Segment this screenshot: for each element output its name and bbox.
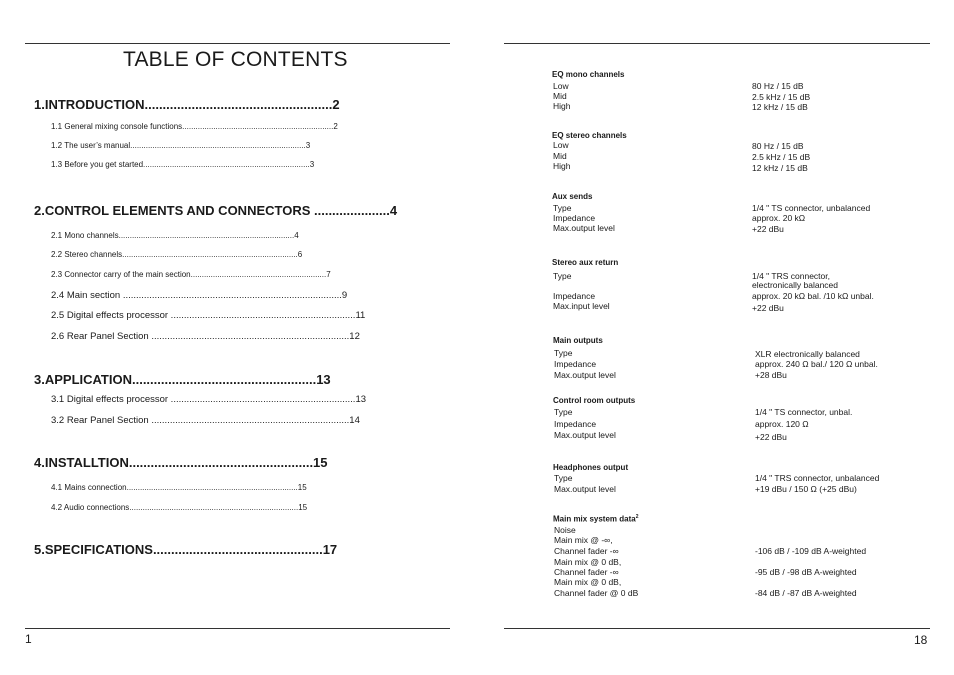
spec-heading-stereo-aux-return: Stereo aux return (552, 258, 619, 267)
left-bottom-rule (25, 628, 450, 629)
spec-label: Max.output level (554, 370, 616, 380)
spec-label: Mid (553, 151, 567, 161)
left-page-number: 1 (25, 632, 32, 646)
toc-item-2-3[interactable]: 2.3 Connector carry of the main section.............................................................7 (51, 270, 331, 279)
spec-heading-control-room-outputs: Control room outputs (553, 396, 636, 405)
toc-item-4-2[interactable]: 4.2 Audio connections............................................................................15 (51, 503, 308, 512)
spec-label: High (553, 101, 571, 111)
spec-value: 12 kHz / 15 dB (752, 102, 808, 112)
spec-heading-main-mix-system-data (553, 514, 638, 524)
spec-value: 2.5 kHz / 15 dB (752, 92, 811, 102)
spec-value: +28 dBu (755, 370, 787, 380)
spec-value: 1/4 " TS connector, unbal. (755, 407, 853, 417)
spec-label: Impedance (553, 291, 596, 301)
spec-label: Max.output level (553, 223, 615, 233)
spec-label: Main mix @ 0 dB, (554, 557, 622, 567)
toc-section-specifications[interactable]: 5.SPECIFICATIONS...............................................17 (34, 542, 338, 557)
spec-value: 80 Hz / 15 dB (752, 141, 804, 151)
spec-label: Impedance (554, 419, 597, 429)
spec-label: Impedance (554, 359, 597, 369)
spec-label: Max.input level (553, 301, 610, 311)
spec-value: 1/4 " TRS connector, unbalanced (755, 473, 880, 483)
spec-label: Channel fader -∞ (554, 546, 619, 556)
page-title: TABLE OF CONTENTS (123, 48, 348, 71)
spec-label: Max.output level (554, 484, 616, 494)
spec-value: 1/4 " TS connector, unbalanced (752, 203, 871, 213)
spec-value: -95 dB / -98 dB A-weighted (755, 567, 857, 577)
spec-heading-aux-sends: Aux sends (552, 192, 593, 201)
spec-label: Mid (553, 91, 567, 101)
right-bottom-rule (504, 628, 930, 629)
spec-value: +22 dBu (755, 432, 787, 442)
spec-label: Low (553, 140, 569, 150)
left-top-rule (25, 43, 450, 44)
spec-label: Main mix @ -∞, (554, 535, 613, 545)
spec-value: approx. 20 kΩ (752, 213, 806, 223)
spec-heading-headphones-output: Headphones output (553, 463, 629, 472)
toc-item-4-1[interactable]: 4.1 Mains connection.............................................................................15 (51, 483, 307, 492)
toc-section-introduction[interactable]: 1.INTRODUCTION....................................................2 (34, 97, 340, 112)
toc-item-2-1[interactable]: 2.1 Mono channels...............................................................................4 (51, 231, 299, 240)
right-page-number: 18 (914, 633, 928, 647)
spec-label: Type (554, 473, 573, 483)
spec-label: Type (554, 407, 573, 417)
spec-label: Type (553, 203, 572, 213)
spec-label: High (553, 161, 571, 171)
spec-value: +19 dBu / 150 Ω (+25 dBu) (755, 484, 857, 494)
toc-item-1-1[interactable]: 1.1 General mixing console functions....................................................................2 (51, 122, 338, 131)
toc-item-1-3[interactable]: 1.3 Before you get started...........................................................................3 (51, 160, 315, 169)
spec-value: electronically balanced (752, 280, 838, 290)
toc-item-2-2[interactable]: 2.2 Stereo channels...............................................................................6 (51, 250, 303, 259)
spec-label: Noise (554, 525, 576, 535)
spec-heading-eq-stereo: EQ stereo channels (552, 131, 627, 140)
spec-value: 2.5 kHz / 15 dB (752, 152, 811, 162)
spec-value: approx. 20 kΩ bal. /10 kΩ unbal. (752, 291, 874, 301)
toc-item-2-4[interactable]: 2.4 Main section ...................................................................................9 (51, 290, 348, 301)
spec-label: Channel fader -∞ (554, 567, 619, 577)
spec-value: approx. 120 Ω (755, 419, 809, 429)
spec-label: Type (554, 348, 573, 358)
spec-value: +22 dBu (752, 303, 784, 313)
spec-label: Type (553, 271, 572, 281)
spec-heading-text: Main mix system data (553, 514, 636, 524)
footnote-marker: 2 (635, 514, 639, 520)
toc-item-2-6[interactable]: 2.6 Rear Panel Section ...........................................................................12 (51, 331, 360, 342)
toc-item-2-5[interactable]: 2.5 Digital effects processor ......................................................................11 (51, 310, 366, 321)
spec-label: Max.output level (554, 430, 616, 440)
spec-value: -84 dB / -87 dB A-weighted (755, 588, 857, 598)
toc-item-1-2[interactable]: 1.2 The user’s manual...............................................................................3 (51, 141, 311, 150)
spec-heading-eq-mono: EQ mono channels (552, 70, 625, 79)
spec-value: 12 kHz / 15 dB (752, 163, 808, 173)
toc-section-control-elements[interactable]: 2.CONTROL ELEMENTS AND CONNECTORS .....................4 (34, 203, 398, 218)
spec-value: -106 dB / -109 dB A-weighted (755, 546, 867, 556)
toc-section-installation[interactable]: 4.INSTALLTION...................................................15 (34, 455, 328, 470)
toc-section-application[interactable]: 3.APPLICATION...................................................13 (34, 372, 331, 387)
spec-heading-main-outputs: Main outputs (553, 336, 603, 345)
spec-value: approx. 240 Ω bal./ 120 Ω unbal. (755, 359, 878, 369)
spec-label: Channel fader @ 0 dB (554, 588, 639, 598)
spec-label: Impedance (553, 213, 596, 223)
spec-value: 1/4 " TRS connector, (752, 271, 830, 281)
spec-label: Low (553, 81, 569, 91)
spec-value: 80 Hz / 15 dB (752, 81, 804, 91)
spec-label: Main mix @ 0 dB, (554, 577, 622, 587)
spec-value: +22 dBu (752, 224, 784, 234)
toc-item-3-2[interactable]: 3.2 Rear Panel Section ...........................................................................14 (51, 415, 360, 426)
spec-value: XLR electronically balanced (755, 349, 860, 359)
right-top-rule (504, 43, 930, 44)
toc-item-3-1[interactable]: 3.1 Digital effects processor ......................................................................13 (51, 394, 367, 405)
